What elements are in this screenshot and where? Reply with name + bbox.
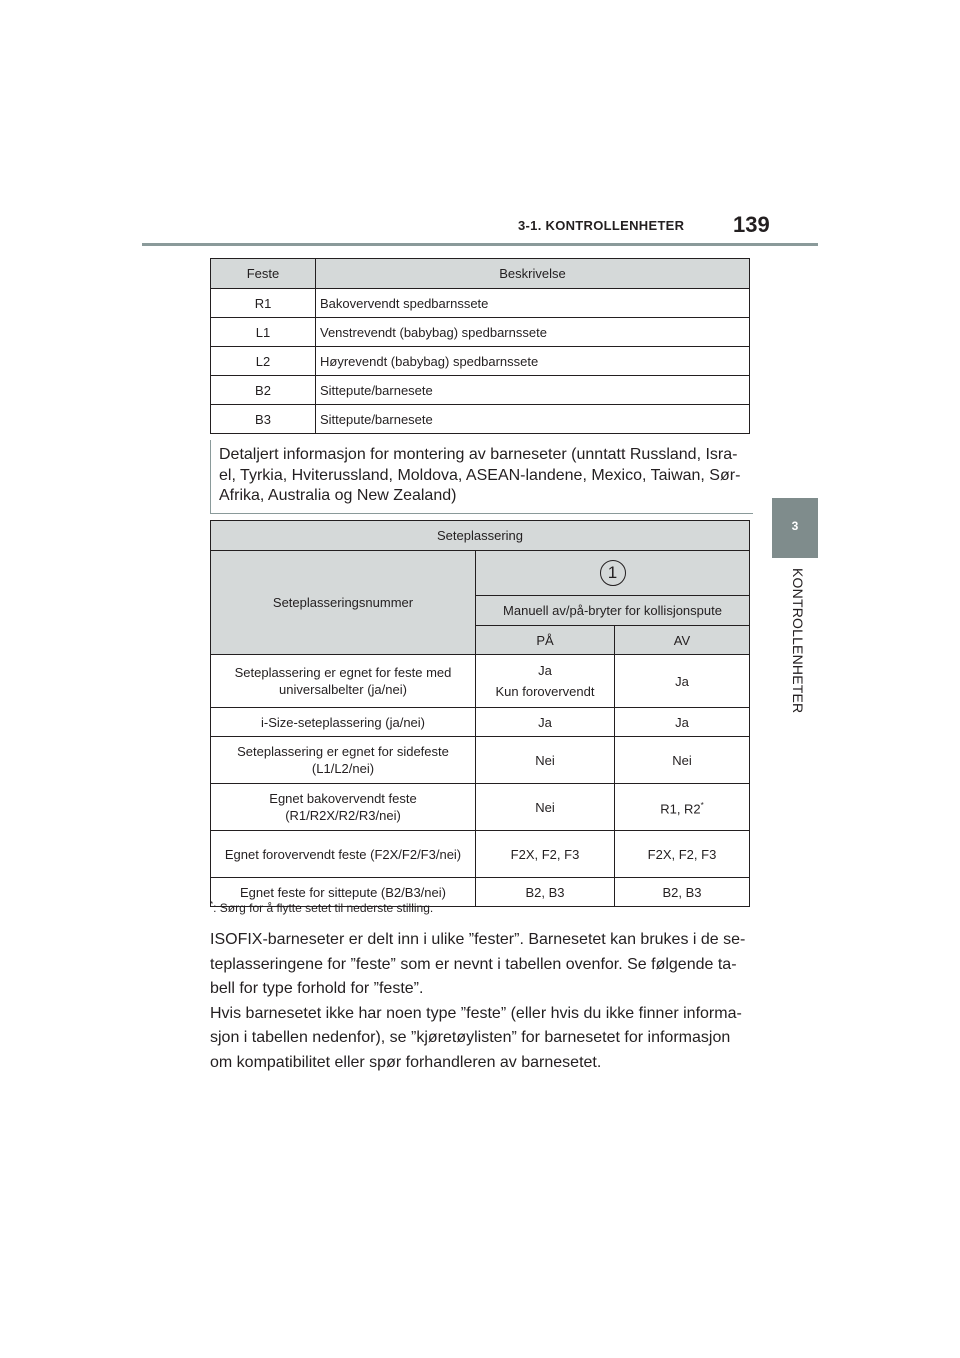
- detail-heading: Detaljert informasjon for montering av barneseter (unntatt Russland, Isra-el, Tyrkia, Hviterussland, Moldova, ASEAN-landene, Mexico, Taiwan, Sør-Afrika, Australia og New Zealand): [210, 440, 753, 514]
- on-value: F2X, F2, F3: [476, 831, 615, 878]
- table-row: [211, 376, 750, 405]
- feste-desc: Venstrevendt (babybag) spedbarnssete: [316, 318, 750, 347]
- row-label: Seteplassering er egnet for feste med universalbelter (ja/nei): [211, 655, 476, 708]
- page-number: 139: [733, 212, 770, 237]
- header-feste: Feste: [211, 259, 316, 289]
- feste-desc: Sittepute/barnesete: [316, 405, 750, 434]
- row-label: i-Size-seteplassering (ja/nei): [211, 708, 476, 737]
- on-value-note: Kun forovervendt: [495, 684, 595, 699]
- feste-code: B2: [211, 376, 316, 405]
- off-value: Nei: [615, 737, 750, 784]
- body-text: [210, 928, 750, 1075]
- off-value: Ja: [615, 708, 750, 737]
- table-row: [211, 318, 750, 347]
- feste-table: [210, 258, 750, 434]
- off-label: AV: [615, 626, 750, 655]
- table-row: [211, 655, 750, 708]
- paragraph: ISOFIX-barneseter er delt inn i ulike ”fester”. Barnesetet kan brukes i de se-teplasseringene for ”feste” som er nevnt i tabellen ovenfor. Se følgende ta-bell for type forhold for ”feste”.: [210, 931, 746, 997]
- table-row: [211, 784, 750, 831]
- switch-label: Manuell av/på-bryter for kollisjonspute: [476, 596, 750, 626]
- chapter-label: KONTROLLENHETER: [790, 568, 806, 714]
- on-value: Nei: [476, 784, 615, 831]
- seat-table: [210, 520, 750, 907]
- row-label: Egnet forovervendt feste (F2X/F2/F3/nei): [211, 831, 476, 878]
- row-label: Egnet bakovervendt feste (R1/R2X/R2/R3/nei): [211, 784, 476, 831]
- on-label: PÅ: [476, 626, 615, 655]
- off-value: Ja: [615, 655, 750, 708]
- paragraph: Hvis barnesetet ikke har noen type ”feste” (eller hvis du ikke finner informa-sjon i tabellen nedenfor), se ”kjøretøylisten” for barnesetet for informasjon om kompatibilitet eller spør forhandleren av barnesetet.: [210, 1004, 742, 1071]
- chapter-tab: 3: [772, 498, 818, 558]
- on-value-text: Ja: [538, 663, 552, 678]
- header-beskrivelse: Beskrivelse: [316, 259, 750, 289]
- feste-code: L1: [211, 318, 316, 347]
- feste-desc: Sittepute/barnesete: [316, 376, 750, 405]
- seat-number-label: Seteplasseringsnummer: [211, 551, 476, 655]
- table-header-row: [211, 551, 750, 596]
- feste-code: L2: [211, 347, 316, 376]
- feste-code: B3: [211, 405, 316, 434]
- table-row: [211, 708, 750, 737]
- seat-number-cell: [476, 551, 750, 596]
- seat-table-title: Seteplassering: [211, 521, 750, 551]
- table-row: [211, 347, 750, 376]
- table-header-row: [211, 521, 750, 551]
- section-header: 3-1. KONTROLLENHETER: [518, 218, 685, 233]
- footnote: [210, 900, 433, 915]
- on-value: B2, B3: [476, 878, 615, 907]
- footnote-mark: *: [700, 800, 704, 810]
- on-value: Nei: [476, 737, 615, 784]
- feste-desc: Høyrevendt (babybag) spedbarnssete: [316, 347, 750, 376]
- seat-number: 1: [600, 560, 626, 586]
- footnote-mark: *: [210, 900, 214, 909]
- feste-code: R1: [211, 289, 316, 318]
- feste-desc: Bakovervendt spedbarnssete: [316, 289, 750, 318]
- table-row: [211, 289, 750, 318]
- table-row: [211, 737, 750, 784]
- row-label: Seteplassering er egnet for sidefeste (L1/L2/nei): [211, 737, 476, 784]
- table-header-row: [211, 259, 750, 289]
- footnote-text: : Sørg for å flytte setet til nederste stilling.: [213, 901, 434, 915]
- off-value: F2X, F2, F3: [615, 831, 750, 878]
- on-value: [476, 655, 615, 708]
- table-row: [211, 405, 750, 434]
- header-rule: [142, 243, 818, 246]
- table-row: [211, 831, 750, 878]
- on-value: Ja: [476, 708, 615, 737]
- row-label: Egnet feste for sittepute (B2/B3/nei): [211, 878, 476, 907]
- off-value: [615, 784, 750, 831]
- off-value-text: R1, R2: [660, 801, 701, 817]
- off-value: B2, B3: [615, 878, 750, 907]
